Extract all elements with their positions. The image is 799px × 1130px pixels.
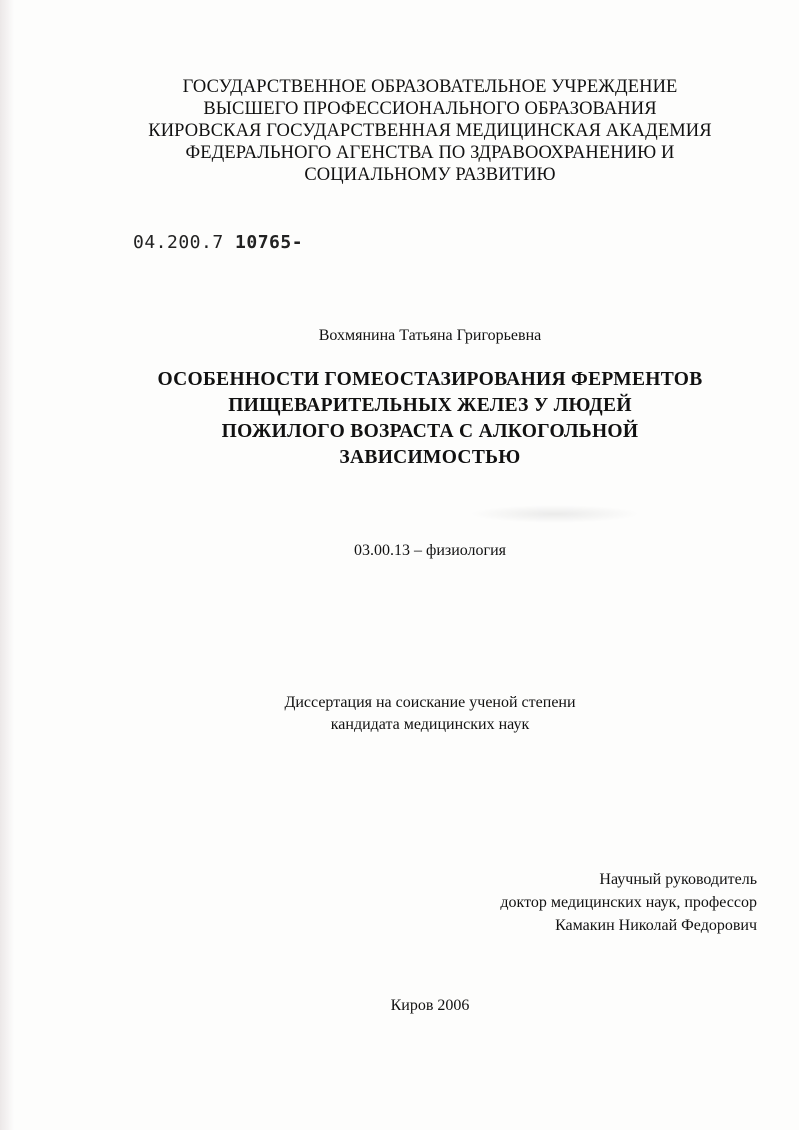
institution-line: КИРОВСКАЯ ГОСУДАРСТВЕННАЯ МЕДИЦИНСКАЯ АКАДЕМИЯ	[148, 121, 712, 141]
stamp-date: 04.200.7	[133, 232, 224, 253]
institution-header	[100, 76, 760, 186]
supervisor-line: Камакин Николай Федорович	[555, 917, 757, 934]
institution-line: ГОСУДАРСТВЕННОЕ ОБРАЗОВАТЕЛЬНОЕ УЧРЕЖДЕНИЕ	[182, 77, 678, 97]
title-line: ПИЩЕВАРИТЕЛЬНЫХ ЖЕЛЕЗ У ЛЮДЕЙ	[228, 395, 632, 416]
author-name: Вохмянина Татьяна Григорьевна	[318, 327, 542, 344]
institution-line: СОЦИАЛЬНОМУ РАЗВИТИЮ	[304, 165, 556, 185]
stamp-number: 10765	[235, 232, 292, 253]
specialty-code: 03.00.13 – физиология	[353, 542, 507, 559]
stamp-suffix: -	[291, 232, 304, 253]
city-year: Киров 2006	[390, 997, 470, 1014]
title-line: ЗАВИСИМОСТЬЮ	[339, 447, 521, 468]
degree-line: Диссертация на соискание ученой степени	[284, 694, 576, 711]
degree-statement	[180, 692, 680, 736]
registration-stamp	[133, 232, 303, 253]
dissertation-title	[100, 367, 760, 471]
title-line: ПОЖИЛОГО ВОЗРАСТА С АЛКОГОЛЬНОЙ	[221, 421, 639, 442]
institution-line: ФЕДЕРАЛЬНОГО АГЕНСТВА ПО ЗДРАВООХРАНЕНИЮ И	[185, 143, 675, 163]
scan-smudge	[470, 505, 640, 523]
scan-edge-shadow	[0, 0, 14, 1130]
supervisor-line: Научный руководитель	[599, 871, 757, 888]
degree-line: кандидата медицинских наук	[330, 716, 530, 733]
institution-line: ВЫСШЕГО ПРОФЕССИОНАЛЬНОГО ОБРАЗОВАНИЯ	[203, 99, 657, 119]
title-line: ОСОБЕННОСТИ ГОМЕОСТАЗИРОВАНИЯ ФЕРМЕНТОВ	[157, 369, 703, 390]
supervisor-line: доктор медицинских наук, профессор	[500, 894, 757, 911]
supervisor-block	[357, 868, 757, 937]
